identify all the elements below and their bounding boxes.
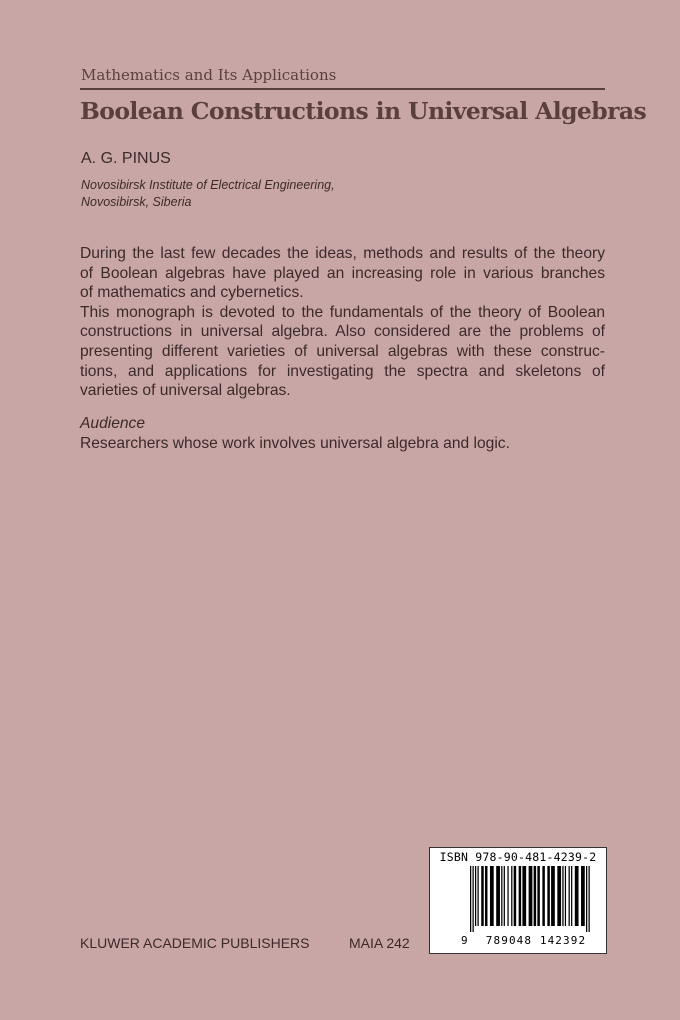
- barcode-bar: [511, 866, 512, 926]
- barcode-bar: [581, 866, 585, 926]
- description-line: constructions in universal algebra. Also considered are the problems of: [80, 323, 605, 341]
- barcode-bar: [586, 866, 587, 932]
- barcode-bars: [470, 866, 596, 932]
- barcode-bar: [575, 866, 579, 926]
- affiliation-line: Novosibirsk Institute of Electrical Engineering,: [81, 178, 335, 192]
- barcode-bar: [470, 866, 471, 932]
- author-affiliation: [81, 177, 335, 211]
- barcode-bar: [507, 866, 508, 926]
- book-description: [80, 244, 605, 401]
- description-line: varieties of universal algebras.: [80, 382, 291, 400]
- isbn-label: ISBN 978-90-481-4239-2: [439, 850, 597, 864]
- barcode-bar: [562, 866, 563, 926]
- isbn-barcode: [429, 847, 607, 954]
- barcode-bar: [547, 866, 550, 926]
- barcode-bar: [542, 866, 545, 926]
- barcode-bar: [551, 866, 555, 926]
- barcode-bar: [475, 866, 476, 926]
- barcode-bar: [519, 866, 522, 926]
- description-line: of Boolean algebras have played an increasing role in various branches: [80, 264, 605, 282]
- barcode-bar: [537, 866, 540, 926]
- barcode-bar: [473, 866, 474, 932]
- description-line: During the last few decades the ideas, methods and results of the theory: [80, 245, 605, 262]
- barcode-bar: [565, 866, 566, 926]
- description-line: of mathematics and cybernetics.: [80, 284, 304, 302]
- barcode-bar: [501, 866, 502, 926]
- description-line: This monograph is devoted to the fundamentals of the theory of Boolean: [80, 303, 605, 321]
- audience-text: Researchers whose work involves universal algebra and logic.: [80, 435, 510, 452]
- affiliation-line: Novosibirsk, Siberia: [81, 195, 192, 209]
- barcode-bar: [534, 866, 537, 926]
- barcode-bar: [496, 866, 500, 926]
- series-code: MAIA 242: [349, 935, 410, 951]
- barcode-bar: [557, 866, 561, 926]
- header-rule: [80, 88, 605, 90]
- barcode-bar: [504, 866, 505, 926]
- barcode-bar: [485, 866, 488, 926]
- audience-heading: Audience: [80, 415, 146, 432]
- description-line: tions, and applications for investigating the spectra and skeletons of: [80, 362, 605, 380]
- barcode-bar: [481, 866, 484, 926]
- author-name: A. G. PINUS: [81, 150, 171, 167]
- barcode-bar: [571, 866, 572, 926]
- barcode-bar: [569, 866, 570, 926]
- barcode-bar: [490, 866, 494, 926]
- book-title: Boolean Constructions in Universal Algebras: [80, 97, 647, 125]
- barcode-bar: [514, 866, 517, 926]
- description-line: presenting different varieties of universal algebras with these construc-: [80, 342, 605, 360]
- series-name: Mathematics and Its Applications: [81, 66, 337, 84]
- barcode-bar: [522, 866, 526, 926]
- ean-digits: 789048 142392: [485, 934, 587, 947]
- barcode-bar: [529, 866, 533, 926]
- publisher-name: KLUWER ACADEMIC PUBLISHERS: [80, 935, 310, 951]
- barcode-bar: [589, 866, 590, 932]
- ean-first-digit: 9: [461, 934, 468, 947]
- barcode-bar: [477, 866, 478, 926]
